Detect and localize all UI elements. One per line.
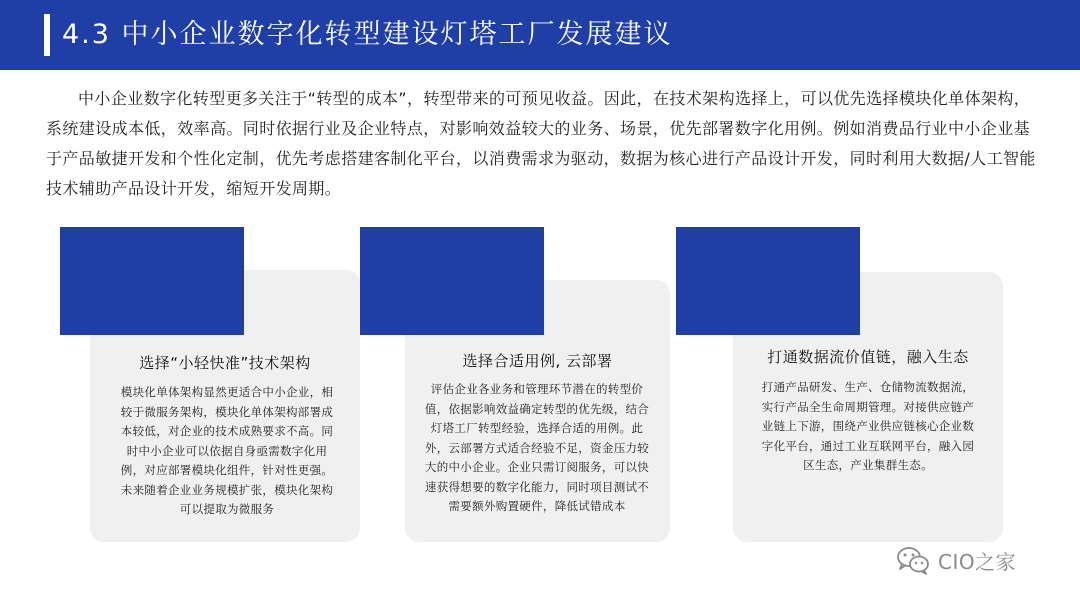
card-use-cases-title: 选择合适用例, 云部署 <box>462 352 613 370</box>
watermark-text: CIO之家 <box>938 549 1017 574</box>
card-architecture-body: 模块化单体架构显然更适合中小企业，相较于微服务架构，模块化单体架构部署成本较低，对企业的技术成熟要求不高。同时中小企业可以依据自身亟需数字化用例，对应部署模块化组件，针对性更强。未来随着企业业务规模扩张，模块化架构可以提取为微服务 <box>120 385 334 516</box>
page-title: 4.3 中小企业数字化转型建设灯塔工厂发展建议 <box>62 19 673 50</box>
watermark <box>896 543 1016 577</box>
header-accent-bar <box>44 14 50 56</box>
wechat-icon <box>896 545 930 575</box>
card-data-value-chain-image-block <box>676 227 860 335</box>
intro-paragraph: 中小企业数字化转型更多关注于“转型的成本”，转型带来的可预见收益。因此，在技术架构选择上，可以优先选择模块化单体架构，系统建设成本低，效率高。同时依据行业及企业特点，对影响效益较大的业务、场景，优先部署数字化用例。例如消费品行业中小企业基于产品敏捷开发和个性化定制，优先考虑搭建客制化平台，以消费需求为驱动，数据为核心进行产品设计开发，同时利用大数据/人工智能技术辅助产品设计开发，缩短开发周期。 <box>46 89 1036 198</box>
card-data-value-chain-title: 打通数据流价值链，融入生态 <box>767 348 969 366</box>
card-use-cases-image-block <box>360 227 544 335</box>
card-architecture-image-block <box>60 227 244 335</box>
header-bar <box>0 0 1080 70</box>
card-use-cases-body: 评估企业各业务和管理环节潜在的转型价值，依据影响效益确定转型的优先级，结合灯塔工厂转型经验，选择合适的用例。此外，云部署方式适合经验不足，资金压力较大的中小企业。企业只需订阅服务，可以快速获得想要的数字化能力，同时项目测试不需要额外购置硬件，降低试错成本 <box>424 382 650 513</box>
card-architecture-title: 选择“小轻快准”技术架构 <box>139 354 311 372</box>
card-data-value-chain-body: 打通产品研发、生产、仓储物流数据流，实行产品全生命周期管理。对接供应链产业链上下游，围绕产业供应链核心企业数字化平台，通过工业互联网平台，融入园区生态，产业集群生态。 <box>761 380 975 472</box>
